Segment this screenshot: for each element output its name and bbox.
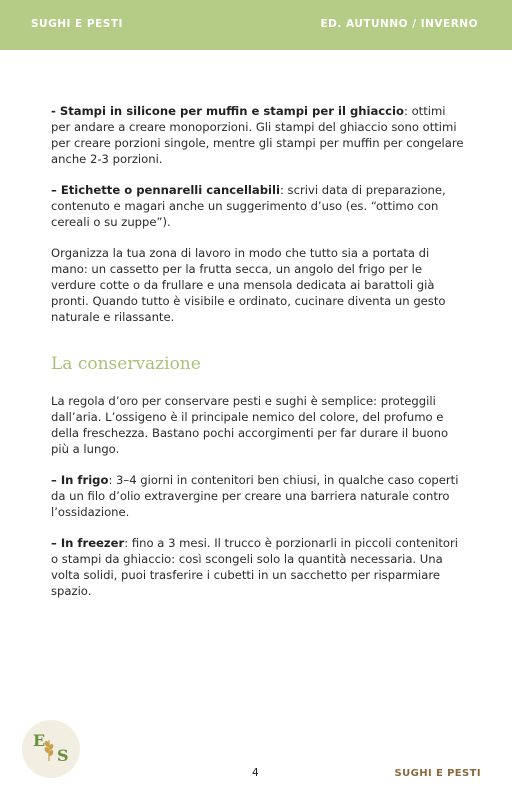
paragraph-organizza: Organizza la tua zona di lavoro in modo che tutto sia a portata di mano: un cassetto per la frutta secca, un angolo del frigo per le verdure cotte o da frullare e una mensola dedicata ai barattoli già pronti. Quando tutto è visibile e ordinato, cucinare diventa un gesto naturale e rilassante. bbox=[51, 246, 446, 324]
paragraph-freezer-bold: – In freezer bbox=[51, 536, 125, 550]
paragraph-freezer-text: : fino a 3 mesi. Il trucco è porzionarli in piccoli contenitori o stampi da ghiaccio: così scongeli solo la quantità necessaria. Una volta solidi, puoi trasferire i cubetti in un sacchetto per risparmiare spazio. bbox=[51, 536, 458, 598]
logo-letter-e: E bbox=[33, 731, 46, 750]
paragraph-etichette-bold: – Etichette o pennarelli cancellabili bbox=[51, 183, 280, 197]
paragraph-frigo-text: : 3–4 giorni in contenitori ben chiusi, in qualche caso coperti da un filo d’olio extravergine per creare una barriera naturale contro l’ossidazione. bbox=[51, 473, 459, 519]
header-title: SUGHI E PESTI bbox=[31, 18, 123, 30]
paragraph-regola: La regola d’oro per conservare pesti e sughi è semplice: proteggili dall’aria. L’ossigeno è il principale nemico del colore, del profumo e della freschezza. Bastano pochi accorgimenti per far durare il buono più a lungo. bbox=[51, 394, 449, 456]
section-title: La conservazione bbox=[51, 354, 201, 374]
footer-title: SUGHI E PESTI bbox=[394, 768, 481, 779]
paragraph-frigo bbox=[51, 472, 466, 520]
paragraph-freezer bbox=[51, 535, 466, 599]
paragraph-stampi-text: : ottimi per andare a creare monoporzioni. Gli stampi del ghiaccio sono ottimi per creare porzioni singole, mentre gli stampi per muffin per congelare anche 2-3 porzioni. bbox=[51, 104, 464, 166]
paragraph-etichette bbox=[51, 182, 466, 230]
paragraph-frigo-bold: – In frigo bbox=[51, 473, 109, 487]
page-content bbox=[51, 103, 466, 614]
paragraph-etichette-text: : scrivi data di preparazione, contenuto e magari anche un suggerimento d’uso (es. “ottimo con cereali o su zuppe”). bbox=[51, 183, 446, 229]
brand-logo bbox=[22, 720, 80, 778]
edition-label: ED. AUTUNNO / INVERNO bbox=[320, 18, 478, 30]
paragraph-stampi-bold: - Stampi in silicone per muffin e stampi per il ghiaccio bbox=[51, 104, 404, 118]
header-band bbox=[0, 0, 512, 50]
wheat-icon bbox=[42, 736, 56, 762]
paragraph-stampi bbox=[51, 103, 466, 167]
logo-letter-s: S bbox=[57, 746, 69, 765]
page-number: 4 bbox=[252, 767, 259, 779]
